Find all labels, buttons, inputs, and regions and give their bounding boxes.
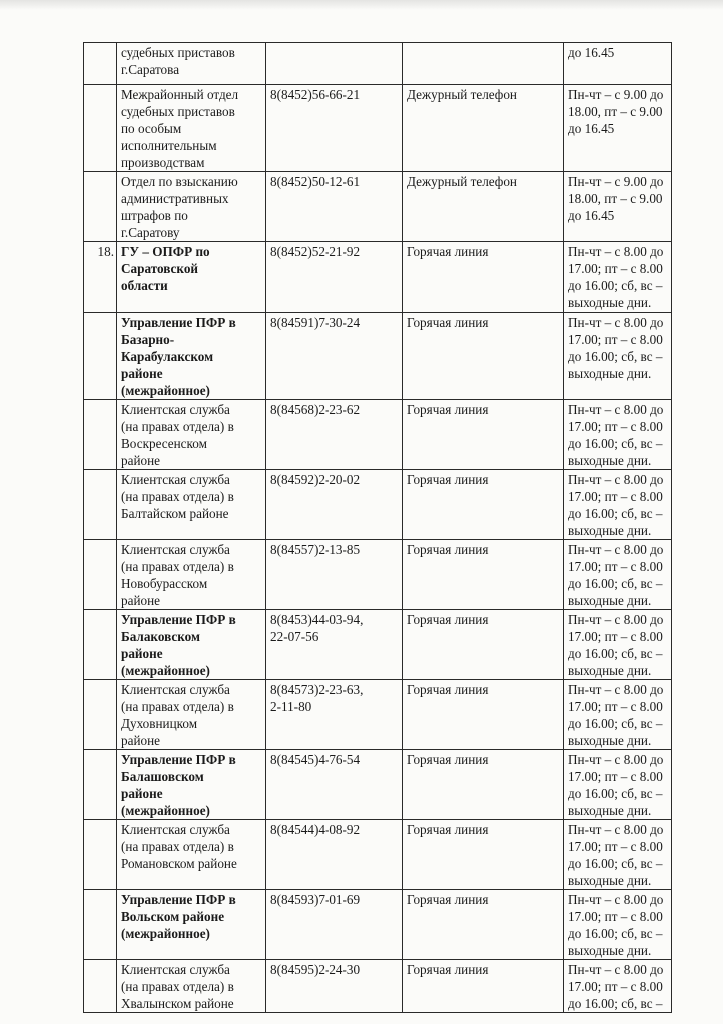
hours-cell — [564, 960, 672, 1013]
name-line: г.Саратову — [121, 225, 180, 240]
line-type-cell: Горячая линия — [403, 540, 564, 610]
phone-cell — [266, 85, 403, 172]
hours-cell — [564, 890, 672, 960]
name-line: районе — [121, 453, 161, 468]
hours-line: до 16.00; сб, вс – — [568, 996, 663, 1011]
hours-cell — [564, 242, 672, 313]
name-line: (на правах отдела) в — [121, 699, 234, 714]
hours-line: Пн-чт – с 8.00 до — [568, 682, 664, 697]
hours-line: до 16.45 — [568, 45, 615, 60]
line-type-cell: Горячая линия — [403, 750, 564, 820]
hours-line: выходные дни. — [568, 295, 652, 310]
row-number-cell — [84, 890, 117, 960]
hours-cell — [564, 43, 672, 85]
table-row — [84, 85, 672, 172]
hours-line: выходные дни. — [568, 803, 652, 818]
organization-cell — [117, 750, 266, 820]
hours-line: до 16.00; сб, вс – — [568, 278, 663, 293]
name-line: Балашовском — [121, 769, 204, 784]
hours-line: выходные дни. — [568, 593, 652, 608]
hours-line: Пн-чт – с 8.00 до — [568, 962, 664, 977]
phone-cell — [266, 890, 403, 960]
table-row — [84, 750, 672, 820]
name-line: Базарно- — [121, 332, 175, 347]
hours-line: до 16.00; сб, вс – — [568, 716, 663, 731]
name-line: Управление ПФР в — [121, 892, 236, 907]
hours-line: до 16.45 — [568, 121, 615, 136]
name-line: ГУ – ОПФР по — [121, 244, 210, 259]
line-type-cell: Горячая линия — [403, 820, 564, 890]
hours-line: 17.00; пт – с 8.00 — [568, 839, 663, 854]
name-line: районе — [121, 593, 161, 608]
row-number-cell — [84, 610, 117, 680]
row-number-cell — [84, 680, 117, 750]
phone-cell — [266, 960, 403, 1013]
organization-cell — [117, 242, 266, 313]
hours-line: выходные дни. — [568, 366, 652, 381]
phone-cell — [266, 470, 403, 540]
name-line: Балаковском — [121, 629, 200, 644]
name-line: (на правах отдела) в — [121, 979, 234, 994]
phone-line: 8(8452)50-12-61 — [270, 174, 361, 189]
phone-cell — [266, 313, 403, 400]
hours-line: 18.00, пт – с 9.00 — [568, 191, 663, 206]
line-type-cell: Горячая линия — [403, 400, 564, 470]
organization-cell — [117, 610, 266, 680]
hours-cell — [564, 680, 672, 750]
name-line: Вольском районе — [121, 909, 225, 924]
organization-cell — [117, 172, 266, 242]
table-row — [84, 400, 672, 470]
name-line: Воскресенском — [121, 436, 207, 451]
name-line: Саратовской — [121, 261, 199, 276]
row-number-cell — [84, 85, 117, 172]
organization-cell — [117, 43, 266, 85]
name-line: (межрайонное) — [121, 926, 210, 941]
phone-line: 2-11-80 — [270, 699, 312, 714]
table-row — [84, 540, 672, 610]
name-line: административных — [121, 191, 229, 206]
organization-cell — [117, 400, 266, 470]
hours-line: до 16.00; сб, вс – — [568, 786, 663, 801]
hours-cell — [564, 820, 672, 890]
hours-line: Пн-чт – с 8.00 до — [568, 542, 664, 557]
phone-line: 8(8453)44-03-94, — [270, 612, 364, 627]
name-line: (межрайонное) — [121, 383, 210, 398]
organization-cell — [117, 470, 266, 540]
organization-cell — [117, 540, 266, 610]
table-row — [84, 313, 672, 400]
row-number-cell — [84, 172, 117, 242]
name-line: Духовницком — [121, 716, 198, 731]
phone-line: 8(84557)2-13-85 — [270, 542, 361, 557]
hours-cell — [564, 313, 672, 400]
table-row — [84, 960, 672, 1013]
name-line: Клиентская служба — [121, 472, 230, 487]
row-number-cell — [84, 540, 117, 610]
name-line: по особым — [121, 121, 182, 136]
table-row — [84, 680, 672, 750]
hours-line: 17.00; пт – с 8.00 — [568, 699, 663, 714]
table-row — [84, 820, 672, 890]
hours-line: до 16.00; сб, вс – — [568, 506, 663, 521]
phone-cell — [266, 172, 403, 242]
line-type-cell: Горячая линия — [403, 610, 564, 680]
hours-line: до 16.00; сб, вс – — [568, 856, 663, 871]
name-line: Управление ПФР в — [121, 315, 236, 330]
hours-line: Пн-чт – с 8.00 до — [568, 752, 664, 767]
table-row — [84, 172, 672, 242]
hours-line: Пн-чт – с 8.00 до — [568, 315, 664, 330]
organization-cell — [117, 960, 266, 1013]
hours-cell — [564, 470, 672, 540]
name-line: Управление ПФР в — [121, 752, 236, 767]
row-number-cell — [84, 960, 117, 1013]
table-row — [84, 610, 672, 680]
organization-cell — [117, 820, 266, 890]
hours-line: Пн-чт – с 9.00 до — [568, 174, 664, 189]
organization-cell — [117, 313, 266, 400]
phone-line: 8(84593)7-01-69 — [270, 892, 361, 907]
hours-line: Пн-чт – с 8.00 до — [568, 892, 664, 907]
phone-cell — [266, 680, 403, 750]
phone-line: 8(8452)52-21-92 — [270, 244, 361, 259]
hours-line: выходные дни. — [568, 453, 652, 468]
phone-cell — [266, 750, 403, 820]
phone-cell — [266, 242, 403, 313]
line-type-cell: Горячая линия — [403, 313, 564, 400]
hours-line: выходные дни. — [568, 663, 652, 678]
phone-line: 8(84591)7-30-24 — [270, 315, 361, 330]
table-row — [84, 890, 672, 960]
row-number-cell — [84, 313, 117, 400]
line-type-cell: Горячая линия — [403, 680, 564, 750]
name-line: Карабулакском — [121, 349, 214, 364]
hours-line: 17.00; пт – с 8.00 — [568, 979, 663, 994]
hours-line: 17.00; пт – с 8.00 — [568, 629, 663, 644]
row-number-cell: 18. — [84, 242, 117, 313]
table-row — [84, 242, 672, 313]
line-type-cell: Горячая линия — [403, 242, 564, 313]
name-line: Романовском районе — [121, 856, 237, 871]
name-line: (на правах отдела) в — [121, 839, 234, 854]
line-type-cell: Горячая линия — [403, 470, 564, 540]
hours-line: выходные дни. — [568, 523, 652, 538]
name-line: судебных приставов — [121, 45, 235, 60]
name-line: Клиентская служба — [121, 402, 230, 417]
hours-line: Пн-чт – с 9.00 до — [568, 87, 664, 102]
phone-cell — [266, 820, 403, 890]
name-line: Клиентская служба — [121, 962, 230, 977]
hours-line: 18.00, пт – с 9.00 — [568, 104, 663, 119]
line-type-cell: Дежурный телефон — [403, 172, 564, 242]
hours-line: Пн-чт – с 8.00 до — [568, 822, 664, 837]
phone-line: 8(84545)4-76-54 — [270, 752, 361, 767]
line-type-cell: Дежурный телефон — [403, 85, 564, 172]
phone-line: 8(84595)2-24-30 — [270, 962, 361, 977]
name-line: Клиентская служба — [121, 682, 230, 697]
name-line: районе — [121, 786, 163, 801]
name-line: Управление ПФР в — [121, 612, 236, 627]
hours-cell — [564, 540, 672, 610]
phone-line: 22-07-56 — [270, 629, 319, 644]
organization-cell — [117, 890, 266, 960]
name-line: судебных приставов — [121, 104, 235, 119]
phone-line: 8(84592)2-20-02 — [270, 472, 361, 487]
row-number-cell — [84, 43, 117, 85]
phone-cell — [266, 43, 403, 85]
name-line: (межрайонное) — [121, 663, 210, 678]
organization-cell — [117, 680, 266, 750]
name-line: (на правах отдела) в — [121, 559, 234, 574]
name-line: Межрайонный отдел — [121, 87, 239, 102]
hours-line: 17.00; пт – с 8.00 — [568, 261, 663, 276]
name-line: Клиентская служба — [121, 822, 230, 837]
name-line: Клиентская служба — [121, 542, 230, 557]
row-number-cell — [84, 820, 117, 890]
organization-cell — [117, 85, 266, 172]
line-type-cell: Горячая линия — [403, 890, 564, 960]
hours-line: 17.00; пт – с 8.00 — [568, 489, 663, 504]
hours-line: Пн-чт – с 8.00 до — [568, 402, 664, 417]
hours-line: до 16.00; сб, вс – — [568, 436, 663, 451]
phone-line: 8(8452)56-66-21 — [270, 87, 361, 102]
phone-line: 8(84544)4-08-92 — [270, 822, 361, 837]
contacts-table — [83, 42, 672, 1013]
table-row — [84, 43, 672, 85]
name-line: (на правах отдела) в — [121, 489, 234, 504]
hours-line: до 16.00; сб, вс – — [568, 926, 663, 941]
row-number-cell — [84, 750, 117, 820]
hours-line: до 16.00; сб, вс – — [568, 646, 663, 661]
line-type-cell — [403, 43, 564, 85]
phone-line: 8(84568)2-23-62 — [270, 402, 361, 417]
hours-cell — [564, 85, 672, 172]
name-line: (межрайонное) — [121, 803, 210, 818]
phone-line: 8(84573)2-23-63, — [270, 682, 364, 697]
scan-top-edge — [0, 0, 723, 10]
hours-line: выходные дни. — [568, 943, 652, 958]
name-line: районе — [121, 733, 161, 748]
hours-line: 17.00; пт – с 8.00 — [568, 332, 663, 347]
hours-cell — [564, 750, 672, 820]
name-line: производствам — [121, 155, 205, 170]
name-line: области — [121, 278, 168, 293]
hours-line: до 16.45 — [568, 208, 615, 223]
hours-line: до 16.00; сб, вс – — [568, 576, 663, 591]
hours-line: 17.00; пт – с 8.00 — [568, 419, 663, 434]
name-line: Балтайском районе — [121, 506, 229, 521]
name-line: (на правах отдела) в — [121, 419, 234, 434]
hours-line: Пн-чт – с 8.00 до — [568, 612, 664, 627]
hours-cell — [564, 172, 672, 242]
hours-line: Пн-чт – с 8.00 до — [568, 472, 664, 487]
name-line: районе — [121, 646, 163, 661]
row-number-cell — [84, 400, 117, 470]
name-line: Хвалынском районе — [121, 996, 234, 1011]
hours-cell — [564, 400, 672, 470]
hours-line: 17.00; пт – с 8.00 — [568, 769, 663, 784]
hours-line: до 16.00; сб, вс – — [568, 349, 663, 364]
line-type-cell: Горячая линия — [403, 960, 564, 1013]
phone-cell — [266, 610, 403, 680]
name-line: Отдел по взысканию — [121, 174, 238, 189]
hours-line: выходные дни. — [568, 733, 652, 748]
hours-line: Пн-чт – с 8.00 до — [568, 244, 664, 259]
name-line: исполнительным — [121, 138, 217, 153]
name-line: районе — [121, 366, 163, 381]
name-line: г.Саратова — [121, 62, 180, 77]
phone-cell — [266, 540, 403, 610]
hours-line: 17.00; пт – с 8.00 — [568, 909, 663, 924]
phone-cell — [266, 400, 403, 470]
name-line: Новобурасском — [121, 576, 208, 591]
hours-cell — [564, 610, 672, 680]
row-number-cell — [84, 470, 117, 540]
name-line: штрафов по — [121, 208, 188, 223]
hours-line: 17.00; пт – с 8.00 — [568, 559, 663, 574]
hours-line: выходные дни. — [568, 873, 652, 888]
table-body — [84, 43, 672, 1013]
table-row — [84, 470, 672, 540]
